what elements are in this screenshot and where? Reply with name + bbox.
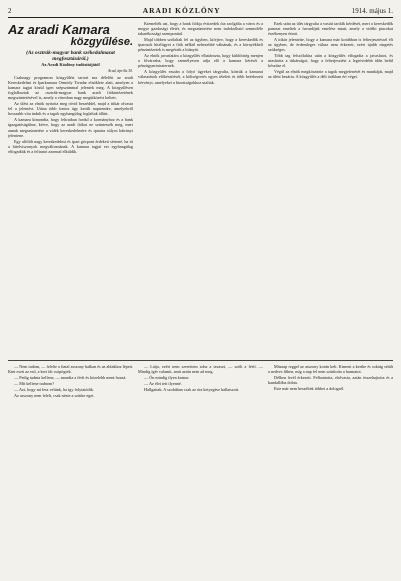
paragraph: A közgyűlés ezután a folyó ügyeket tárgyalta, köztük a kamarai választások előkészítését, a költségvetés egyes tételeit és több beérkezett kérvényt, amelyeket a bizottságokhoz utaltak. [138, 69, 263, 85]
paragraph: Végül az elnök megköszönte a tagok megjelenését és munkáját, majd az ülést bezárta. A közgyűlés a déli órákban ért véget. [268, 69, 393, 80]
header-rule [8, 17, 393, 18]
paragraph: — Látja, ezért nem szerettem soha a tavaszt, — szólt a férfi. — Mindig ígér valamit, amit aztán nem ad meg. [138, 364, 263, 375]
paragraph: A titkár jelentette, hogy a kamara már korábban is felterjesztéssel élt az ügyben, de érdemleges válasz nem érkezett, ezért újabb sürgetés szükséges. [268, 37, 393, 53]
paragraph: Másnap reggel az asszony korán kelt. Kiment a kertbe és sokáig sétált a nedves fűben, míg a nap fel nem szárította a harmatot. [268, 364, 393, 375]
paragraph: Egy alföldi nagy kereskedelmi és ipari gócpont érdekeit sértené, ha itt a hitelviszonyok megváltoznának. A kamara tagjai ezt egyhangúlag elfogadták és a feliratot azonnal elküldik. [8, 138, 133, 154]
paragraph: — Mit kellene tudnom? [14, 381, 55, 387]
paragraph: Csaknagy programon közgyűlést tartott ma délelőtt az aradi Kereskedelmi és Iparkamara Ormódy Tivadar elnöklete alatt, amelyen a kamara tagjai közül igen szépszámmal jelentek meg. A közgyűlésen foglalkoztak az osztrák-magyar bank aradi fiókintézetének megszüntetésével is, amely a városban nagy megütközést keltett. [8, 75, 133, 101]
paragraph: Majd többen szólaltak fel az ügyben, kifejtve, hogy a kereskedők és iparosok hitelügyei a fiók nélkül nehezebbé válnának, és a környékbeli pénzintézetek is megérzik a hiányát. [138, 37, 263, 53]
paragraph: — Azt, hogy mi lesz velünk, ha így folytatódik. [14, 387, 94, 393]
column-1 [8, 21, 133, 357]
article-subtitle: (Az osztrák-magyar bank székedalmazat megfosztásáról.) [26, 50, 115, 62]
paper-name: ARADI KÖZLÖNY [142, 6, 221, 15]
section-divider [8, 360, 393, 361]
paragraph: Ezek után az ülés tárgyalta a vasúti tarifák kérdését, mert a kereskedők panaszt emeltek a fuvardíjak emelése miatt, amely a vidéki piacokat érzékenyen érinti. [268, 21, 393, 37]
paragraph: Több tag felszólalása után a közgyűlés elfogadta a javaslatot, és utasította a titkárságot, hogy a felterjesztést a legrövidebb időn belül készítse el. [268, 53, 393, 69]
bottom-column-3 [268, 364, 393, 578]
column-2 [138, 21, 263, 357]
paragraph: Kiemelték azt, hogy a bank fiókja évtizedek óta szolgálta a város és a megye gazdasági életét, és megszüntetése nem indokolható semmiféle takarékossági szemponttal. [138, 21, 263, 37]
page-number: 2 [8, 7, 12, 15]
article-subline: Az Aradi Közlöny tudósítójától [41, 62, 100, 67]
bottom-column-1 [8, 364, 133, 578]
upper-columns [8, 21, 393, 357]
paragraph: Délben levél érkezett. Felbontotta, elolvasta, aztán összehajtotta és a kandallóba dobta. [268, 375, 393, 386]
article-title-line2: közgyűlése. [70, 36, 133, 48]
paragraph: Este már nem beszéltek többet a dologról. [274, 386, 345, 392]
paragraph: — Az élet tett ilyenné. [144, 381, 182, 387]
paragraph: Az ülést az elnök nyitotta meg rövid beszéddel, majd a titkár olvasta fel a jelentést. Utána több fontos ügy került napirendre, amelyekről hosszabb vita indult és a tagok egyhangúlag foglaltak állást. [8, 101, 133, 117]
paragraph: — Pedig tudnia kellene, — mondta a férfi és közelebb ment hozzá. [14, 375, 127, 381]
paragraph: — Nem tudom, — felelte a fiatal asszony halkan és az ablakhoz lépett. Kint esett az eső, a kert fái csöpögtek. [8, 364, 133, 375]
paragraph: A kamara kimondta, hogy feliratban fordul a kormányhoz és a bank igazgatóságához, kérve, hogy az aradi fiókot ne szüntessék meg, mert annak megszüntetése a vidék kereskedelmére és iparára súlyos hátrányt jelentene. [8, 117, 133, 138]
issue-date: 1914. május 1. [351, 7, 393, 15]
column-3 [268, 21, 393, 357]
paragraph: Hallgattak. A szobában csak az óra ketyegése hallatszott. [144, 387, 240, 393]
bottom-column-2 [138, 364, 263, 578]
paragraph: — Ön mindig ilyen komor. [144, 375, 190, 381]
paragraph: Az asszony nem felelt, csak nézte a szürke eget. [14, 393, 95, 399]
article-title-line1: Az aradi Kamara [8, 22, 110, 37]
article-byline: Arad, április 30. [107, 69, 133, 73]
page-header [8, 6, 393, 15]
lower-columns [8, 364, 393, 578]
paragraph: Az elnök javaslatára a közgyűlés elhatározta, hogy küldöttség menjen a fővárosba, hogy személyesen adja elő a kamara kérését a pénzügyminiszternek. [138, 53, 263, 69]
